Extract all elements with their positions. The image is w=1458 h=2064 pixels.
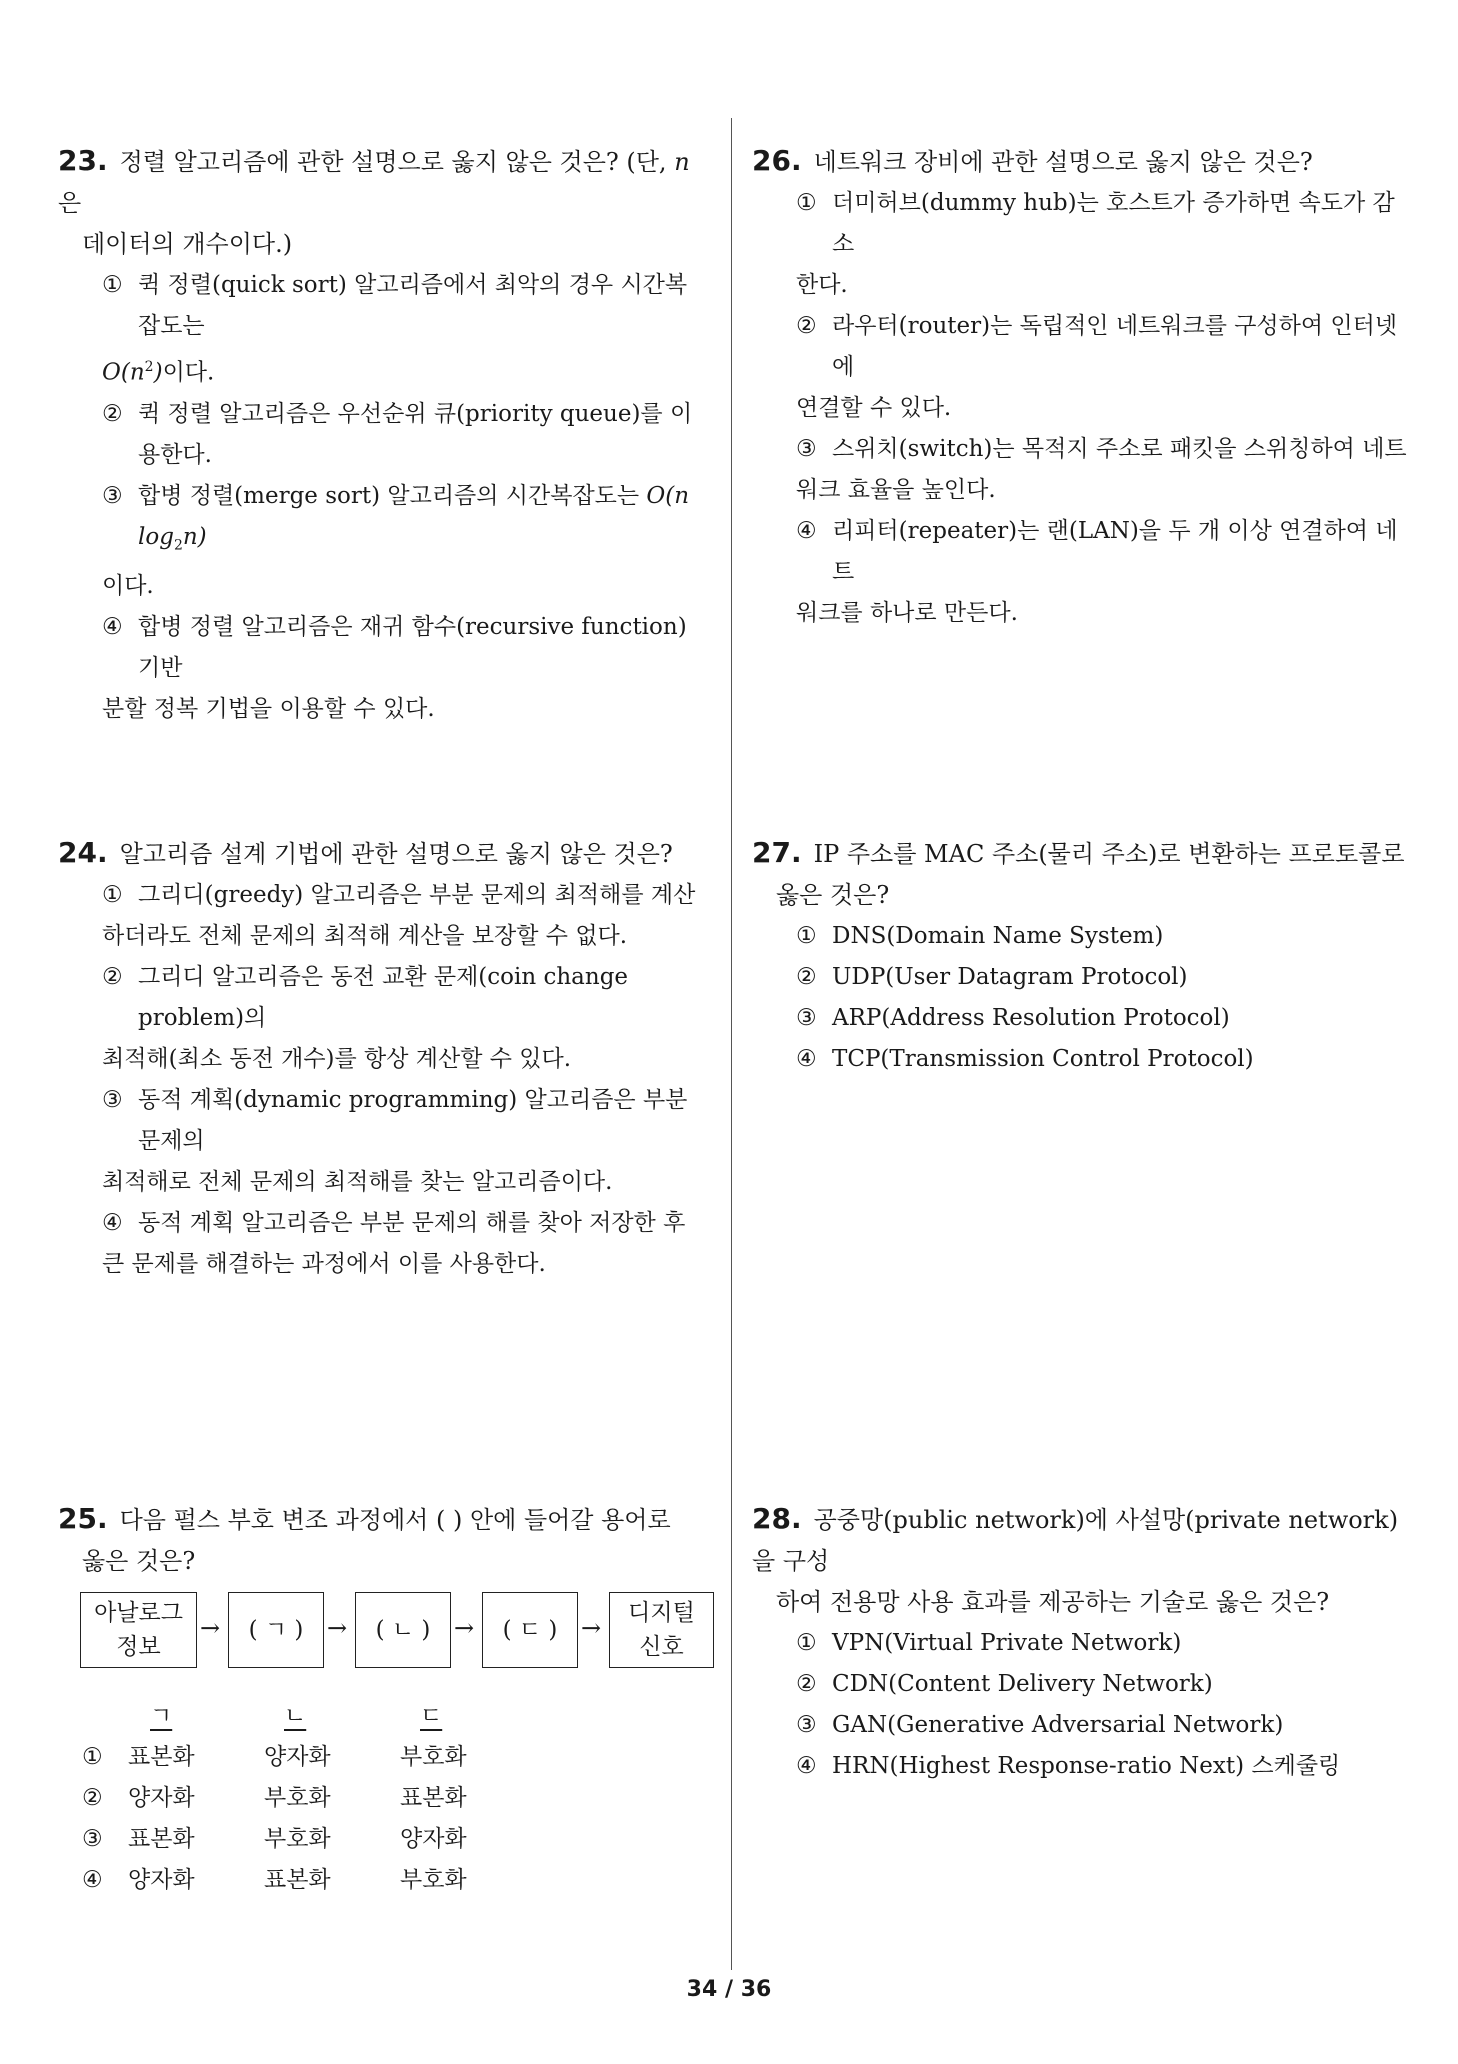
choice-4[interactable]: ④ 동적 계획 알고리즘은 부분 문제의 해를 찾아 저장한 후 큰 문제를 해결하는 과정에서 이를 사용한다.: [102, 1210, 686, 1277]
question-stem: 28. 공중망(public network)에 사설망(private network)을 구성: [752, 1502, 1399, 1575]
choice-4[interactable]: ④ TCP(Transmission Control Protocol): [796, 1046, 1254, 1072]
box-digital-signal: 디지털 신호: [609, 1592, 714, 1668]
question-stem-line2: 옳은 것은?: [82, 1547, 196, 1575]
choice-3[interactable]: ③ 스위치(switch)는 목적지 주소로 패킷을 스위칭하여 네트 워크 효율을 높인다.: [796, 436, 1407, 503]
choice-1[interactable]: ① DNS(Domain Name System): [796, 923, 1164, 949]
choice-4[interactable]: ④ 합병 정렬 알고리즘은 재귀 함수(recursive function) 기반 분할 정복 기법을 이용할 수 있다.: [102, 614, 687, 723]
question-stem-line2: 옳은 것은?: [776, 881, 890, 909]
choice-1[interactable]: ① 그리디(greedy) 알고리즘은 부분 문제의 최적해를 계산 하더라도 전체 문제의 최적해 계산을 보장할 수 없다.: [102, 882, 696, 949]
question-26: [752, 140, 1412, 634]
box-blank-a: ( ㄱ ): [228, 1592, 324, 1668]
arrow-icon: →: [454, 1614, 475, 1642]
choice-3[interactable]: ③ 합병 정렬(merge sort) 알고리즘의 시간복잡도는 O(n $\log_2n$) 이다.: [102, 482, 690, 600]
choice-2[interactable]: ② UDP(User Datagram Protocol): [796, 964, 1188, 990]
choice-3[interactable]: ③ ARP(Address Resolution Protocol): [796, 1005, 1230, 1031]
choice-1[interactable]: ① 표본화 양자화 부호화: [82, 1744, 467, 1770]
choice-4[interactable]: ④ HRN(Highest Response-ratio Next) 스케줄링: [796, 1753, 1341, 1779]
box-blank-b: ( ㄴ ): [355, 1592, 451, 1668]
question-stem: 24. 알고리즘 설계 기법에 관한 설명으로 옳지 않은 것은?: [58, 836, 673, 869]
box-blank-c: ( ㄷ ): [482, 1592, 578, 1668]
choice-4[interactable]: ④ 리피터(repeater)는 랜(LAN)을 두 개 이상 연결하여 네트 워크를 하나로 만든다.: [796, 518, 1398, 626]
question-stem-line2: 데이터의 개수이다.): [82, 230, 293, 258]
choice-4[interactable]: ④ 양자화 표본화 부호화: [82, 1867, 467, 1893]
answer-table-header: ㄱ ㄴ ㄷ: [150, 1703, 443, 1729]
choice-3[interactable]: ③ 표본화 부호화 양자화: [82, 1826, 467, 1852]
question-number: 27.: [752, 836, 802, 869]
question-stem-line2: 하여 전용망 사용 효과를 제공하는 기술로 옳은 것은?: [776, 1588, 1330, 1616]
box-analog-info: 아날로그 정보: [80, 1592, 197, 1668]
question-number: 25.: [58, 1502, 108, 1535]
choice-2[interactable]: ② 그리디 알고리즘은 동전 교환 문제(coin change problem)의 최적해(최소 동전 개수)를 항상 계산할 수 있다.: [102, 964, 629, 1072]
question-24: [58, 832, 708, 1285]
arrow-icon: →: [581, 1614, 602, 1642]
choice-1[interactable]: ① 더미허브(dummy hub)는 호스트가 증가하면 속도가 감소 한다.: [796, 190, 1395, 298]
question-number: 24.: [58, 836, 108, 869]
question-number: 26.: [752, 144, 802, 177]
arrow-icon: →: [327, 1614, 348, 1642]
question-stem: 27. IP 주소를 MAC 주소(물리 주소)로 변환하는 프로토콜로: [752, 836, 1405, 869]
question-number: 23.: [58, 144, 108, 177]
choice-2[interactable]: ② 퀵 정렬 알고리즘은 우선순위 큐(priority queue)를 이용한다.: [102, 400, 693, 468]
choice-1[interactable]: ① VPN(Virtual Private Network): [796, 1630, 1182, 1656]
choice-3[interactable]: ③ 동적 계획(dynamic programming) 알고리즘은 부분 문제의 최적해로 전체 문제의 최적해를 찾는 알고리즘이다.: [102, 1087, 688, 1195]
choice-2[interactable]: ② 라우터(router)는 독립적인 네트워크를 구성하여 인터넷에 연결할 수 있다.: [796, 313, 1398, 421]
question-23: [58, 140, 708, 730]
question-stem: 23. 정렬 알고리즘에 관한 설명으로 옳지 않은 것은? (단, n은: [58, 144, 690, 217]
choice-2[interactable]: ② CDN(Content Delivery Network): [796, 1671, 1213, 1697]
arrow-icon: →: [200, 1614, 221, 1642]
question-stem: 25. 다음 펄스 부호 변조 과정에서 ( ) 안에 들어갈 용어로: [58, 1502, 671, 1535]
choice-3[interactable]: ③ GAN(Generative Adversarial Network): [796, 1712, 1284, 1738]
choice-1[interactable]: ① 퀵 정렬(quick sort) 알고리즘에서 최악의 경우 시간복잡도는 $O(n^2)$이다.: [102, 272, 688, 386]
question-stem: 26. 네트워크 장비에 관한 설명으로 옳지 않은 것은?: [752, 144, 1313, 177]
choice-2[interactable]: ② 양자화 부호화 표본화: [82, 1785, 467, 1811]
question-28: [752, 1498, 1412, 1787]
question-27: [752, 832, 1412, 1080]
column-divider: [731, 118, 732, 1970]
question-25: [58, 1498, 708, 1901]
question-number: 28.: [752, 1502, 802, 1535]
pcm-flow-diagram: [80, 1592, 708, 1672]
page-number: 34 / 36: [686, 1977, 772, 2002]
